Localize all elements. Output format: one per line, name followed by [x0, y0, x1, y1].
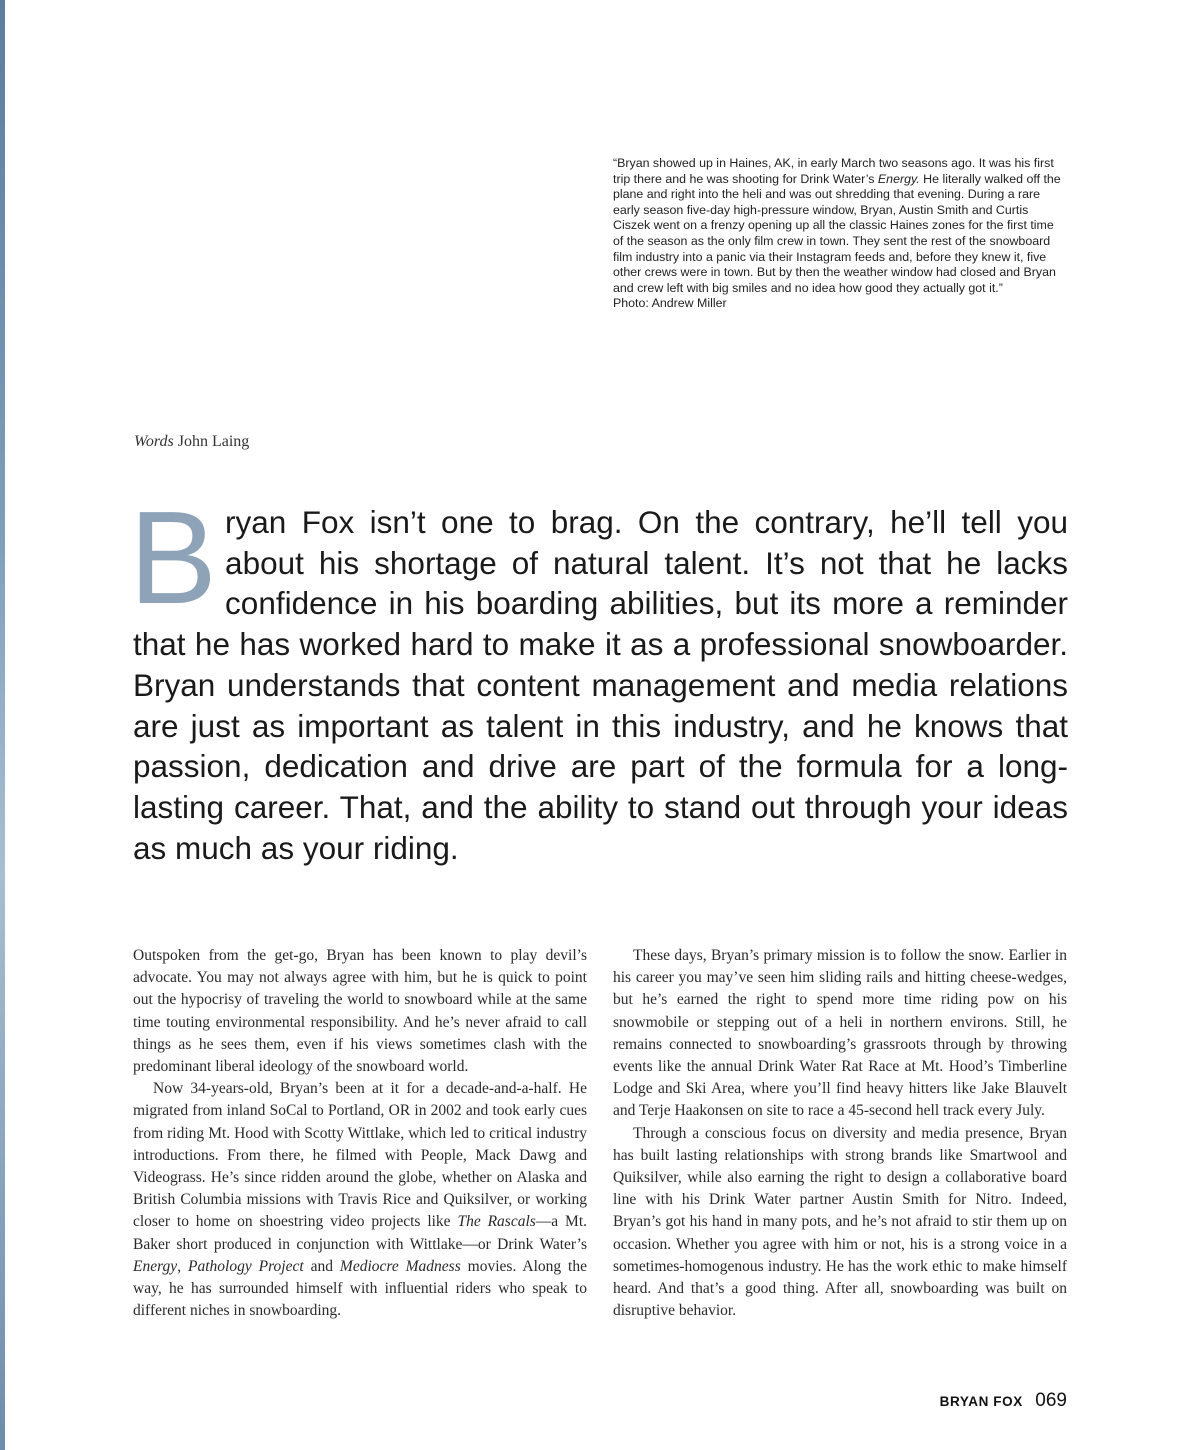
drop-cap: B [129, 484, 218, 631]
page-number: 069 [1035, 1390, 1067, 1411]
film-title: Pathology Project [187, 1257, 304, 1275]
body-paragraph: These days, Bryan’s primary mission is to follow the snow. Earlier in his career you may’ve seen him sliding rails and hitting cheese-wedges, but he’s earned the right to spend more time riding pow on his snowmobile or stepping out of a heli in northern environs. Still, he remains connected to snowboarding’s grassroots through by throwing events like the annual Drink Water Rat Race at Mt. Hood’s Timberline Lodge and Ski Area, where you’ll find heavy hitters like Jake Blauvelt and Terje Haakonsen on site to race a 45-second hell track every July. [613, 947, 1067, 1120]
page-footer [940, 1390, 1067, 1412]
body-paragraph: Through a conscious focus on diversity and media presence, Bryan has built lasting relationships with strong brands like Smartwool and Quiksilver, while also earning the right to design a collaborative board line with his Drink Water partner Austin Smith for Nitro. Indeed, Bryan’s got his hand in many pots, and he’s not afraid to stir them up on occasion. Whether you agree with him or not, his is a strong voice in a sometimes-homogenous industry. He has the work ethic to make himself heard. And that’s a good thing. After all, snowboarding was built on disruptive behavior. [613, 1124, 1067, 1320]
photo-credit: Photo: Andrew Miller [613, 296, 727, 311]
article-deck [129, 484, 1068, 868]
body-column-left [133, 945, 587, 1322]
byline-label: Words [134, 433, 174, 450]
deck-text: ryan Fox isn’t one to brag. On the contrary, he’ll tell you about his shortage of natural talent. It’s not that he lacks confidence in his boarding abilities, but its more a reminder that he has worked hard to make it as a professional snowboarder. Bryan understands that content management and media relations are just as important as talent in this industry, and he knows that passion, dedication and drive are part of the formula for a long-lasting career. That, and the ability to stand out through your ideas as much as your riding. [133, 504, 1068, 866]
film-title: Mediocre Madness [339, 1257, 461, 1275]
caption-film-title: Energy. [877, 171, 920, 186]
caption-quote: “Bryan showed up in Haines, AK, in early March two seasons ago. It was his first trip there and he was shooting for Drink Water’s Energy. He literally walked off the plane and right into the heli and was out shredding that evening. During a rare early season five-day high-pressure window, Bryan, Austin Smith and Curtis Ciszek went on a frenzy opening up all the classic Haines zones for the first time of the season as the only film crew in town. They sent the rest of the snowboard film industry into a panic via their Instagram feeds and, before they knew it, five other crews were in town. But by then the weather window had closed and Bryan and crew left with big smiles and no idea how good they actually got it.” [613, 156, 1061, 295]
page-spine-edge [0, 0, 5, 1450]
body-column-right [613, 945, 1067, 1322]
body-paragraph: Outspoken from the get-go, Bryan has been known to play devil’s advocate. You may not always agree with him, but he is quick to point out the hypocrisy of traveling the world to snowboard while at the same time touting environmental responsibility. And he’s never afraid to call things as he sees them, even if his views sometimes clash with the predominant liberal ideology of the snowboard world. [133, 947, 587, 1076]
byline-author: John Laing [177, 433, 250, 450]
film-title: The Rascals [457, 1213, 536, 1231]
body-paragraph: Now 34-years-old, Bryan’s been at it for a decade-and-a-half. He migrated from inland SoCal to Portland, OR in 2002 and took early cues from riding Mt. Hood with Scotty Wittlake, which led to critical industry introductions. From there, he filmed with People, Mack Dawg and Videograss. He’s since ridden around the globe, whether on Alaska and British Columbia missions with Travis Rice and Quiksilver, or working closer to home on shoestring video projects like The Rascals—a Mt. Baker short produced in conjunction with Wittlake—or Drink Water’s Energy, Pathology Project and Mediocre Madness movies. Along the way, he has surrounded himself with influential riders who speak to different niches in snowboarding. [133, 1080, 588, 1320]
film-title: Energy [133, 1257, 178, 1275]
byline [134, 433, 249, 451]
photo-caption [613, 156, 1065, 312]
footer-section-name: BRYAN FOX [939, 1394, 1023, 1409]
